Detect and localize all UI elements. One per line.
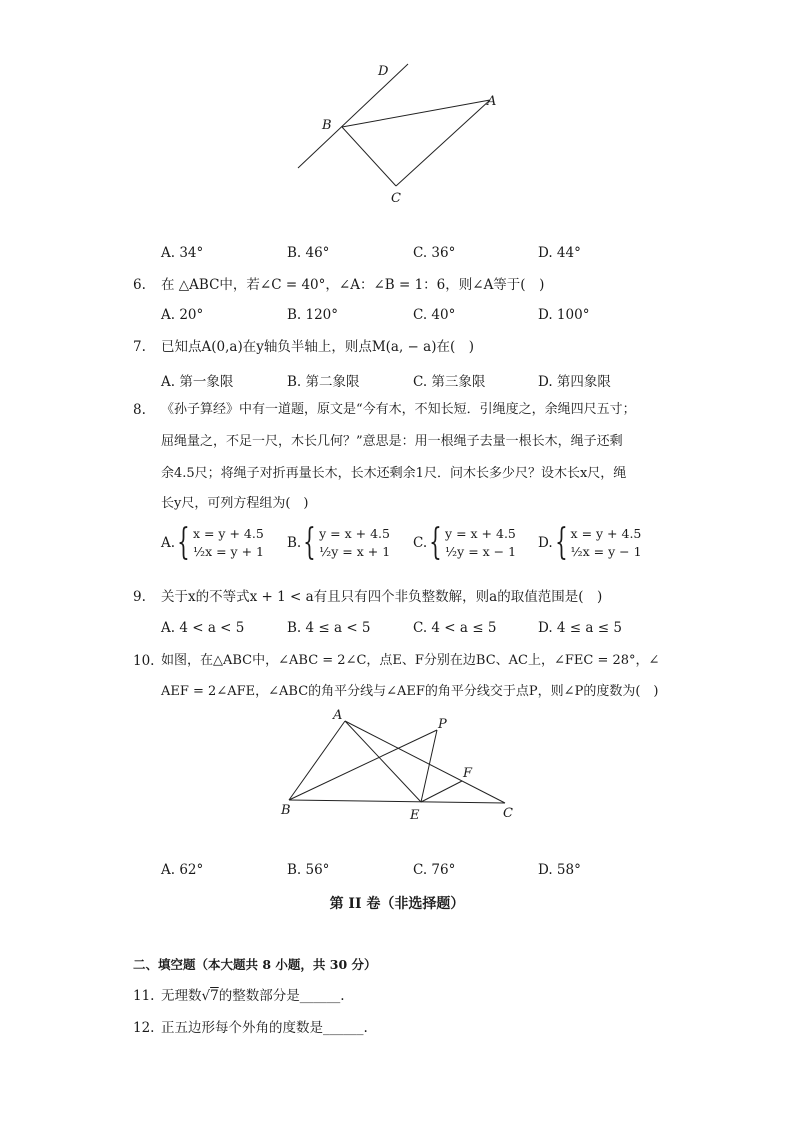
equation-1: x = y + 4.5 (570, 526, 642, 541)
label-p: P (438, 717, 447, 732)
q7-option-d[interactable]: D. 第四象限 (538, 374, 611, 390)
q6-option-b[interactable]: B. 120° (287, 307, 339, 323)
q5-option-a[interactable]: A. 34° (161, 245, 204, 261)
equation-2: ½x = y + 1 (192, 544, 264, 559)
q6-text: 在 △ABC中，若∠C = 40°，∠A：∠B = 1：6，则∠A等于( ) (161, 277, 545, 293)
option-letter: B. (287, 535, 302, 551)
q8-line-3: 余4.5尺；将绳子对折再量长木，长木还剩余1尺．问木长多少尺？设木长x尺，绳 (161, 466, 627, 481)
equation-2: ½y = x + 1 (319, 544, 391, 559)
q9-option-b[interactable]: B. 4 ≤ a < 5 (287, 620, 371, 636)
q5-option-d[interactable]: D. 44° (538, 245, 581, 261)
brace-icon: { (177, 522, 190, 563)
sqrt-icon: √ (201, 988, 211, 1004)
q6-option-c[interactable]: C. 40° (413, 307, 456, 323)
option-letter: C. (413, 535, 428, 551)
figure-triangle-abc-with-line-bd (290, 58, 510, 210)
equation-2: ½x = y − 1 (570, 544, 642, 559)
label-a: A (333, 708, 343, 723)
option-letter: A. (161, 535, 176, 551)
q12-text: 正五边形每个外角的度数是______. (161, 1020, 368, 1036)
equation-1: x = y + 4.5 (192, 526, 264, 541)
equation-1: y = x + 4.5 (445, 526, 516, 541)
q10-line-2: AEF = 2∠AFE，∠ABC的角平分线与∠AEF的角平分线交于点P，则∠P的度数为( ) (161, 684, 659, 699)
q8-number: 8. (133, 402, 146, 418)
label-c: C (391, 191, 401, 206)
q9-option-d[interactable]: D. 4 ≤ a ≤ 5 (538, 620, 622, 636)
label-c: C (503, 806, 513, 821)
q7-number: 7. (133, 339, 146, 355)
q6-number: 6. (133, 277, 146, 293)
q8-line-1: 《孙子算经》中有一道题，原文是“今有木，不知长短．引绳度之，余绳四尺五寸； (161, 402, 636, 417)
label-b: B (281, 803, 291, 818)
q8-option-c[interactable] (413, 522, 517, 563)
label-f: F (463, 766, 473, 781)
q9-text: 关于x的不等式x + 1 < a有且只有四个非负整数解，则a的取值范围是( ) (161, 589, 603, 605)
label-d: D (378, 64, 389, 79)
q8-line-4: 长y尺，可列方程组为( ) (161, 496, 309, 511)
q7-option-b[interactable]: B. 第二象限 (287, 374, 360, 390)
q10-option-b[interactable]: B. 56° (287, 862, 330, 878)
label-a: A (487, 94, 497, 109)
brace-icon: { (554, 522, 568, 563)
q7-option-c[interactable]: C. 第三象限 (413, 374, 486, 390)
q11-post: 的整数部分是______. (218, 988, 345, 1004)
q9-option-c[interactable]: C. 4 < a ≤ 5 (413, 620, 497, 636)
q8-line-2: 屈绳量之，不足一尺，木长几何？”意思是：用一根绳子去量一根长木，绳子还剩 (161, 434, 623, 449)
q10-number: 10. (133, 653, 155, 669)
q6-option-d[interactable]: D. 100° (538, 307, 590, 323)
q8-option-d[interactable] (538, 522, 642, 563)
q11-text (161, 987, 345, 1005)
q10-line-1: 如图，在△ABC中，∠ABC = 2∠C，点E、F分别在边BC、AC上，∠FEC = 28°，∠ (161, 653, 660, 668)
q9-option-a[interactable]: A. 4 < a < 5 (161, 620, 245, 636)
q9-number: 9. (133, 589, 146, 605)
label-e: E (410, 808, 420, 823)
equation-1: y = x + 4.5 (319, 526, 390, 541)
q10-option-c[interactable]: C. 76° (413, 862, 456, 878)
q5-option-b[interactable]: B. 46° (287, 245, 330, 261)
brace-icon: { (303, 522, 316, 563)
q10-option-d[interactable]: D. 58° (538, 862, 581, 878)
q7-text: 已知点A(0,a)在y轴负半轴上，则点M(a, − a)在( ) (161, 339, 475, 355)
brace-icon: { (429, 522, 442, 563)
section2-heading: 二、填空题（本大题共 8 小题，共 30 分） (133, 957, 377, 972)
figure-triangle-abc-with-bisectors (275, 706, 525, 826)
q10-option-a[interactable]: A. 62° (161, 862, 204, 878)
option-letter: D. (538, 535, 553, 551)
q7-option-a[interactable]: A. 第一象限 (161, 374, 234, 390)
q8-option-b[interactable] (287, 522, 391, 563)
q11-radicand: 7 (210, 988, 219, 1004)
q12-number: 12. (133, 1020, 155, 1036)
q11-number: 11. (133, 988, 155, 1004)
q5-option-c[interactable]: C. 36° (413, 245, 456, 261)
q8-option-a[interactable] (161, 522, 264, 563)
equation-2: ½y = x − 1 (445, 544, 517, 559)
label-b: B (322, 118, 332, 133)
part2-title: 第 II 卷（非选择题） (329, 896, 465, 912)
q6-option-a[interactable]: A. 20° (161, 307, 204, 323)
q11-pre: 无理数 (161, 988, 202, 1004)
